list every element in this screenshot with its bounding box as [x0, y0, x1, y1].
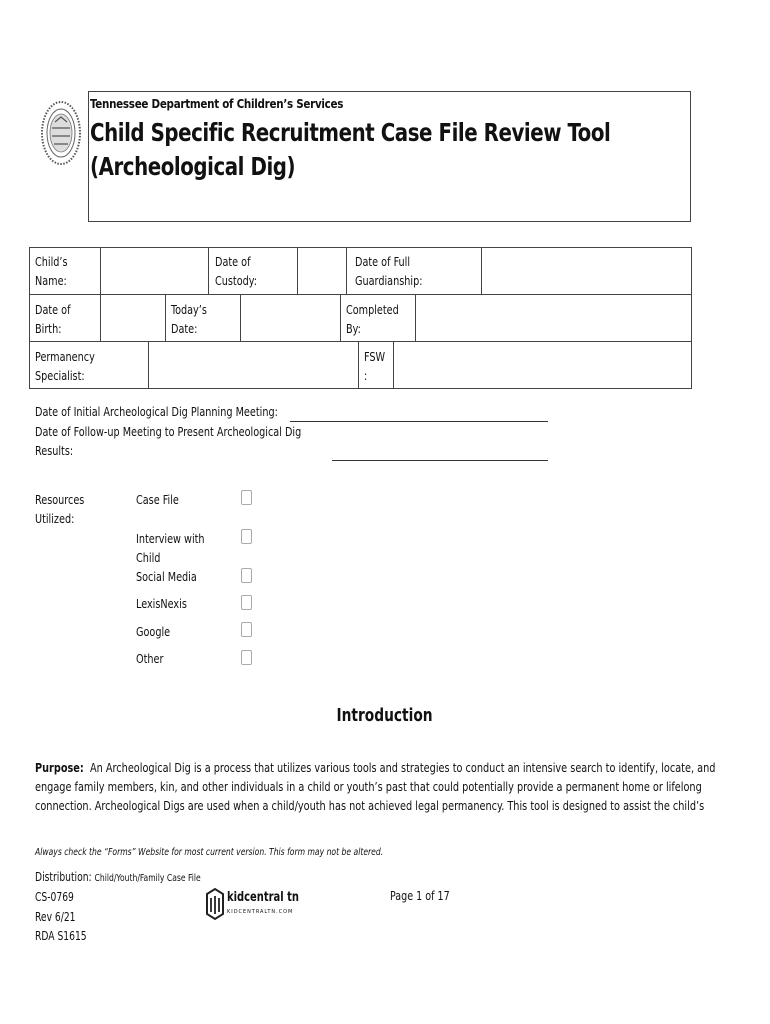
date-of-birth-field[interactable]: [100, 294, 166, 342]
distribution-value: Child/Youth/Family Case File: [94, 873, 201, 884]
title-line-1: Child Specific Recruitment Case File Review Tool: [90, 118, 611, 147]
completed-by-label: Completed By:: [346, 302, 399, 336]
childs-name-label: Child’s Name:: [35, 254, 68, 288]
resource-social-media-checkbox[interactable]: [241, 568, 252, 583]
todays-date-label: Today’s Date:: [171, 302, 207, 336]
completed-by-field[interactable]: [415, 294, 692, 342]
kidcentral-logo: [205, 886, 305, 922]
forms-website-note: Always check the “Forms” Website for most current version. This form may not be altered.: [35, 847, 384, 858]
date-of-full-guardianship-field[interactable]: [481, 247, 692, 295]
resource-lexisnexis-label: LexisNexis: [136, 596, 187, 611]
purpose-paragraph: Purpose: An Archeological Dig is a process that utilizes various tools and strategies to conduct an intensive search to identify, locate, and engage family members, kin, and other individuals in a child or youth’s past that could potentially provide a permanent home or lifelong connection. Archeological Digs are used when a child/youth has not achieved legal permanency. This tool is designed to assist the child’s: [35, 760, 716, 813]
resource-lexisnexis-checkbox[interactable]: [241, 595, 252, 610]
todays-date-field[interactable]: [240, 294, 341, 342]
permanency-specialist-field[interactable]: [148, 341, 359, 389]
title-line-2: (Archeological Dig): [90, 152, 296, 181]
resource-case-file-label: Case File: [136, 492, 179, 507]
resource-interview-label: Interview with Child: [136, 531, 205, 565]
department-name: Tennessee Department of Children’s Services: [90, 96, 344, 111]
rda-number: RDA S1615: [35, 929, 87, 943]
distribution-line: [35, 868, 201, 888]
revision: Rev 6/21: [35, 910, 76, 924]
introduction-heading: Introduction: [336, 705, 434, 726]
page-number: Page 1 of 17: [390, 888, 450, 903]
resource-interview-checkbox[interactable]: [241, 529, 252, 544]
resources-utilized-label: Resources Utilized:: [35, 492, 85, 526]
kidcentral-logo-url: KIDCENTRALTN.COM: [227, 909, 294, 915]
form-title: [90, 116, 610, 184]
initial-meeting-label: Date of Initial Archeological Dig Planning Meeting:: [35, 404, 278, 419]
childs-name-field[interactable]: [100, 247, 209, 295]
form-number: CS-0769: [35, 890, 74, 904]
permanency-specialist-label: Permanency Specialist:: [35, 349, 95, 383]
initial-meeting-date-line[interactable]: [290, 421, 548, 422]
distribution-label: Distribution:: [35, 870, 92, 884]
resource-google-checkbox[interactable]: [241, 622, 252, 637]
tennessee-seal-logo: [40, 100, 82, 166]
date-of-birth-label: Date of Birth:: [35, 302, 71, 336]
resource-other-label: Other: [136, 651, 164, 666]
date-of-custody-field[interactable]: [297, 247, 347, 295]
purpose-label: Purpose:: [35, 760, 84, 775]
kidcentral-logo-text: kidcentral tn: [227, 890, 299, 905]
resource-google-label: Google: [136, 624, 171, 639]
date-of-custody-label: Date of Custody:: [215, 254, 257, 288]
resource-other-checkbox[interactable]: [241, 650, 252, 665]
followup-meeting-date-line[interactable]: [332, 460, 548, 461]
resource-case-file-checkbox[interactable]: [241, 490, 252, 505]
date-of-full-guardianship-label: Date of Full Guardianship:: [355, 254, 423, 288]
followup-meeting-label: Date of Follow-up Meeting to Present Archeological Dig Results:: [35, 424, 302, 458]
fsw-field[interactable]: [393, 341, 692, 389]
resource-social-media-label: Social Media: [136, 569, 197, 584]
fsw-label: FSW :: [364, 349, 386, 383]
